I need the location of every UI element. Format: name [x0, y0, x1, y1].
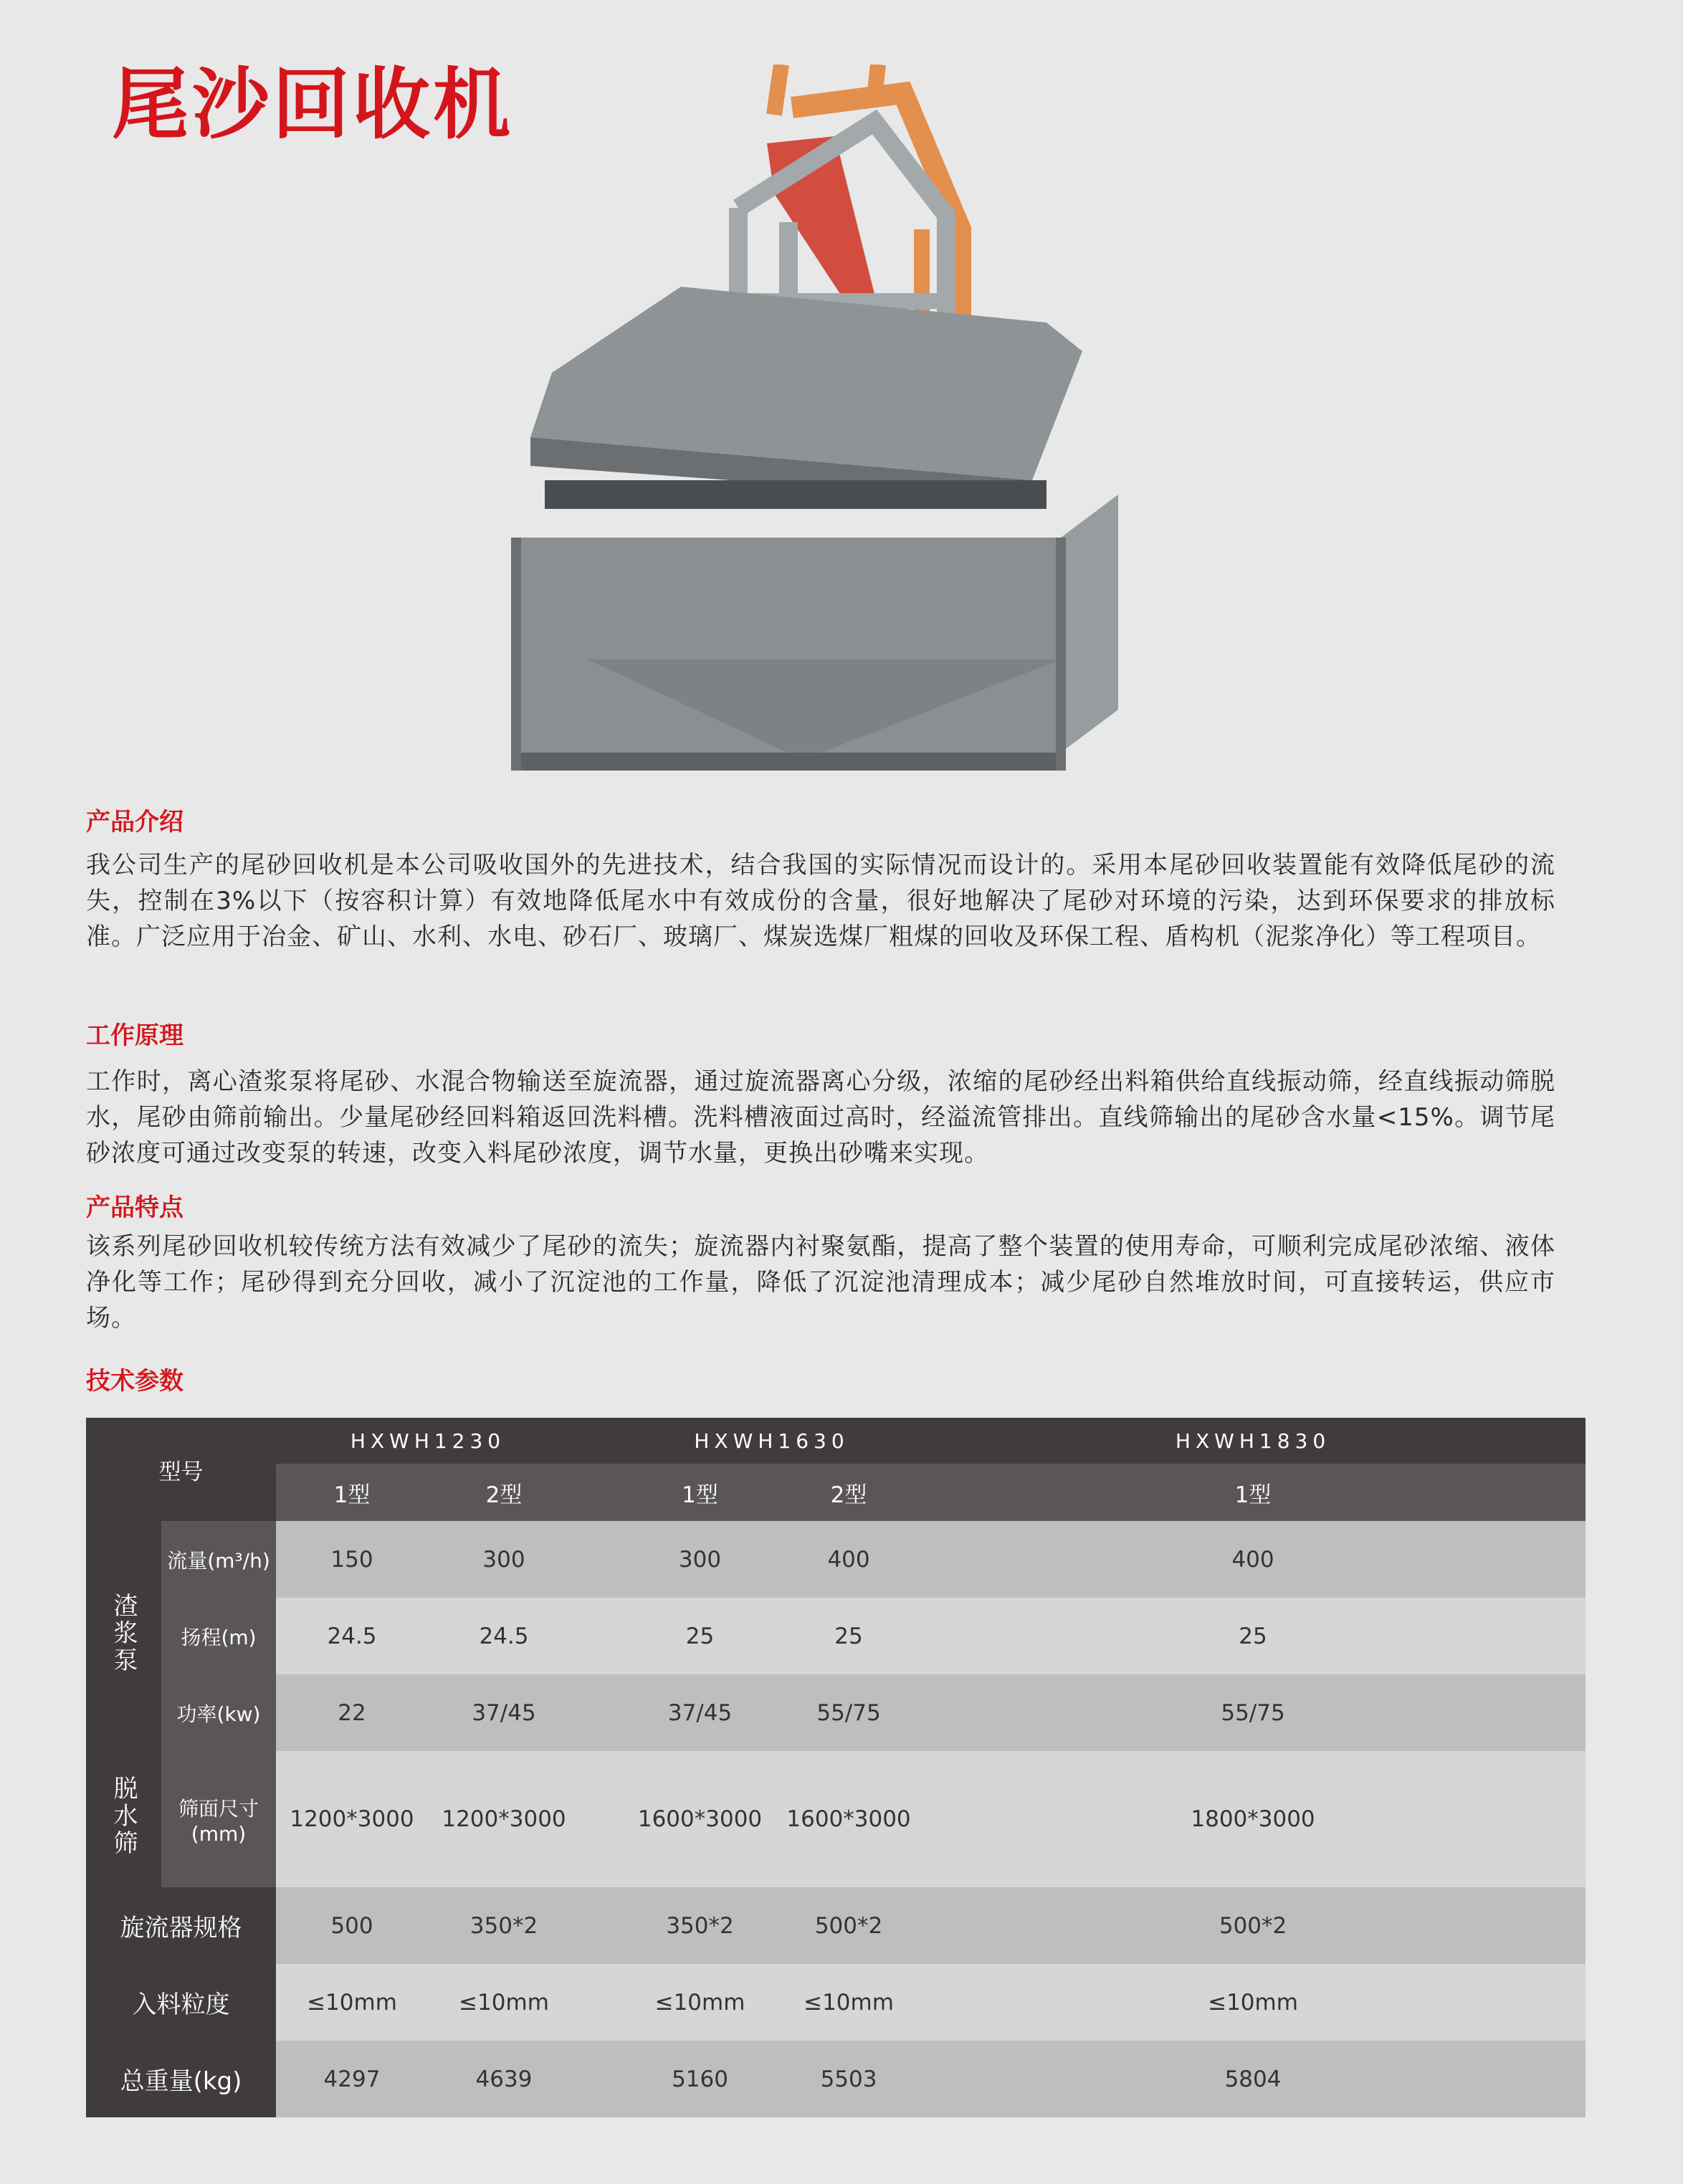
table-cell: 500 [330, 1912, 373, 1939]
table-cell: 55/75 [1221, 1699, 1285, 1726]
row-label: 旋流器规格 [86, 1887, 276, 1964]
section-text-features: 该系列尾砂回收机较传统方法有效减少了尾砂的流失；旋流器内衬聚氨酯，提高了整个装置的使用寿命，可顺利完成尾砂浓缩、液体净化等工作；尾砂得到充分回收，减小了沉淀池的工作量，降低了沉淀池清理成本；减少尾砂自然堆放时间，可直接转运，供应市场。 [86, 1232, 1555, 1332]
table-cell: 55/75 [816, 1699, 881, 1726]
table-cell: 37/45 [667, 1699, 733, 1726]
table-cell: ≤10mm [1208, 1989, 1298, 2016]
section-text-principle: 工作时，离心渣浆泵将尾砂、水混合物输送至旋流器，通过旋流器离心分级，浓缩的尾砂经出料箱供给直线振动筛，经直线振动筛脱水，尾砂由筛前输出。少量尾砂经回料箱返回洗料槽。洗料槽液面过高时，经溢流管排出。直线筛输出的尾砂含水量<15%。调节尾砂浓度可通过改变泵的转速，改变入料尾砂浓度，调节水量，更换出砂嘴来实现。 [86, 1067, 1555, 1168]
type-header: 2型 [777, 1464, 920, 1521]
group-label-pump: 渣浆泵 [109, 1592, 138, 1674]
table-cell: 1200*3000 [442, 1806, 566, 1832]
table-cell: ≤10mm [307, 1989, 397, 2016]
section-heading-features: 产品特点 [86, 1193, 183, 1222]
table-cell: 24.5 [479, 1623, 529, 1649]
row-label: 入料粒度 [86, 1964, 276, 2041]
table-cell: 1200*3000 [290, 1806, 414, 1832]
type-header: 1型 [623, 1464, 777, 1521]
table-cell: 400 [827, 1546, 870, 1573]
table-cell: 25 [834, 1623, 863, 1649]
section-text-intro: 我公司生产的尾砂回收机是本公司吸收国外的先进技术，结合我国的实际情况而设计的。采用本尾砂回收装置能有效降低尾砂的流失，控制在3%以下（按容积计算）有效地降低尾水中有效成份的含量，很好地解决了尾砂对环境的污染，达到环保要求的排放标准。广泛应用于冶金、矿山、水利、水电、砂石厂、玻璃厂、煤炭选煤厂粗煤的回收及环保工程、盾构机（泥浆净化）等工程项目。 [86, 851, 1555, 951]
section-heading-intro: 产品介绍 [86, 808, 183, 836]
table-row [86, 1887, 1586, 1964]
table-cell: 24.5 [327, 1623, 377, 1649]
table-cell: 22 [338, 1699, 366, 1726]
table-cell: 4297 [323, 2066, 381, 2092]
table-cell: 5804 [1224, 2066, 1282, 2092]
table-cell: 300 [678, 1546, 722, 1573]
page-title: 尾沙回收机 [112, 59, 514, 150]
type-header: 1型 [920, 1464, 1586, 1521]
table-cell: 1800*3000 [1191, 1806, 1315, 1832]
type-header: 2型 [428, 1464, 580, 1521]
table-cell: 500*2 [1219, 1912, 1287, 1939]
row-label: 筛面尺寸(mm) [161, 1751, 276, 1887]
table-cell: 350*2 [469, 1912, 538, 1939]
group-label-screen: 脱水筛 [109, 1775, 138, 1857]
table-row [86, 1751, 1586, 1887]
model-label-cell: 型号 [86, 1418, 276, 1521]
table-cell: 1600*3000 [637, 1806, 763, 1832]
row-label: 流量(m³/h) [161, 1521, 276, 1598]
section-heading-principle: 工作原理 [86, 1021, 183, 1050]
table-row [86, 1598, 1586, 1674]
row-label: 功率(kw) [161, 1674, 276, 1751]
table-cell: 4639 [475, 2066, 533, 2092]
table-cell: 500*2 [814, 1912, 883, 1939]
table-row [86, 1674, 1586, 1751]
table-cell: ≤10mm [459, 1989, 549, 2016]
row-label: 扬程(m) [161, 1598, 276, 1674]
table-cell: 300 [482, 1546, 525, 1573]
model-header-1230: HXWH1230 [276, 1418, 580, 1464]
table-cell: 5503 [820, 2066, 877, 2092]
table-cell: 25 [1239, 1623, 1267, 1649]
table-cell: 150 [330, 1546, 373, 1573]
table-cell: 25 [685, 1623, 715, 1649]
section-heading-specs: 技术参数 [86, 1367, 183, 1396]
table-cell: 37/45 [472, 1699, 536, 1726]
table-cell: 1600*3000 [786, 1806, 911, 1832]
spec-table [86, 1418, 1586, 2117]
table-cell: ≤10mm [654, 1989, 745, 2016]
machine-illustration [502, 65, 1176, 774]
table-row [86, 1964, 1586, 2041]
table-cell: 350*2 [666, 1912, 734, 1939]
model-header-1830: HXWH1830 [920, 1418, 1586, 1464]
model-header-1630: HXWH1630 [623, 1418, 920, 1464]
table-row [86, 1521, 1586, 1598]
row-label: 总重量(kg) [86, 2041, 276, 2117]
table-cell: ≤10mm [804, 1989, 894, 2016]
table-row [86, 2041, 1586, 2117]
table-cell: 400 [1231, 1546, 1274, 1573]
table-cell: 5160 [672, 2066, 728, 2092]
type-header: 1型 [276, 1464, 428, 1521]
